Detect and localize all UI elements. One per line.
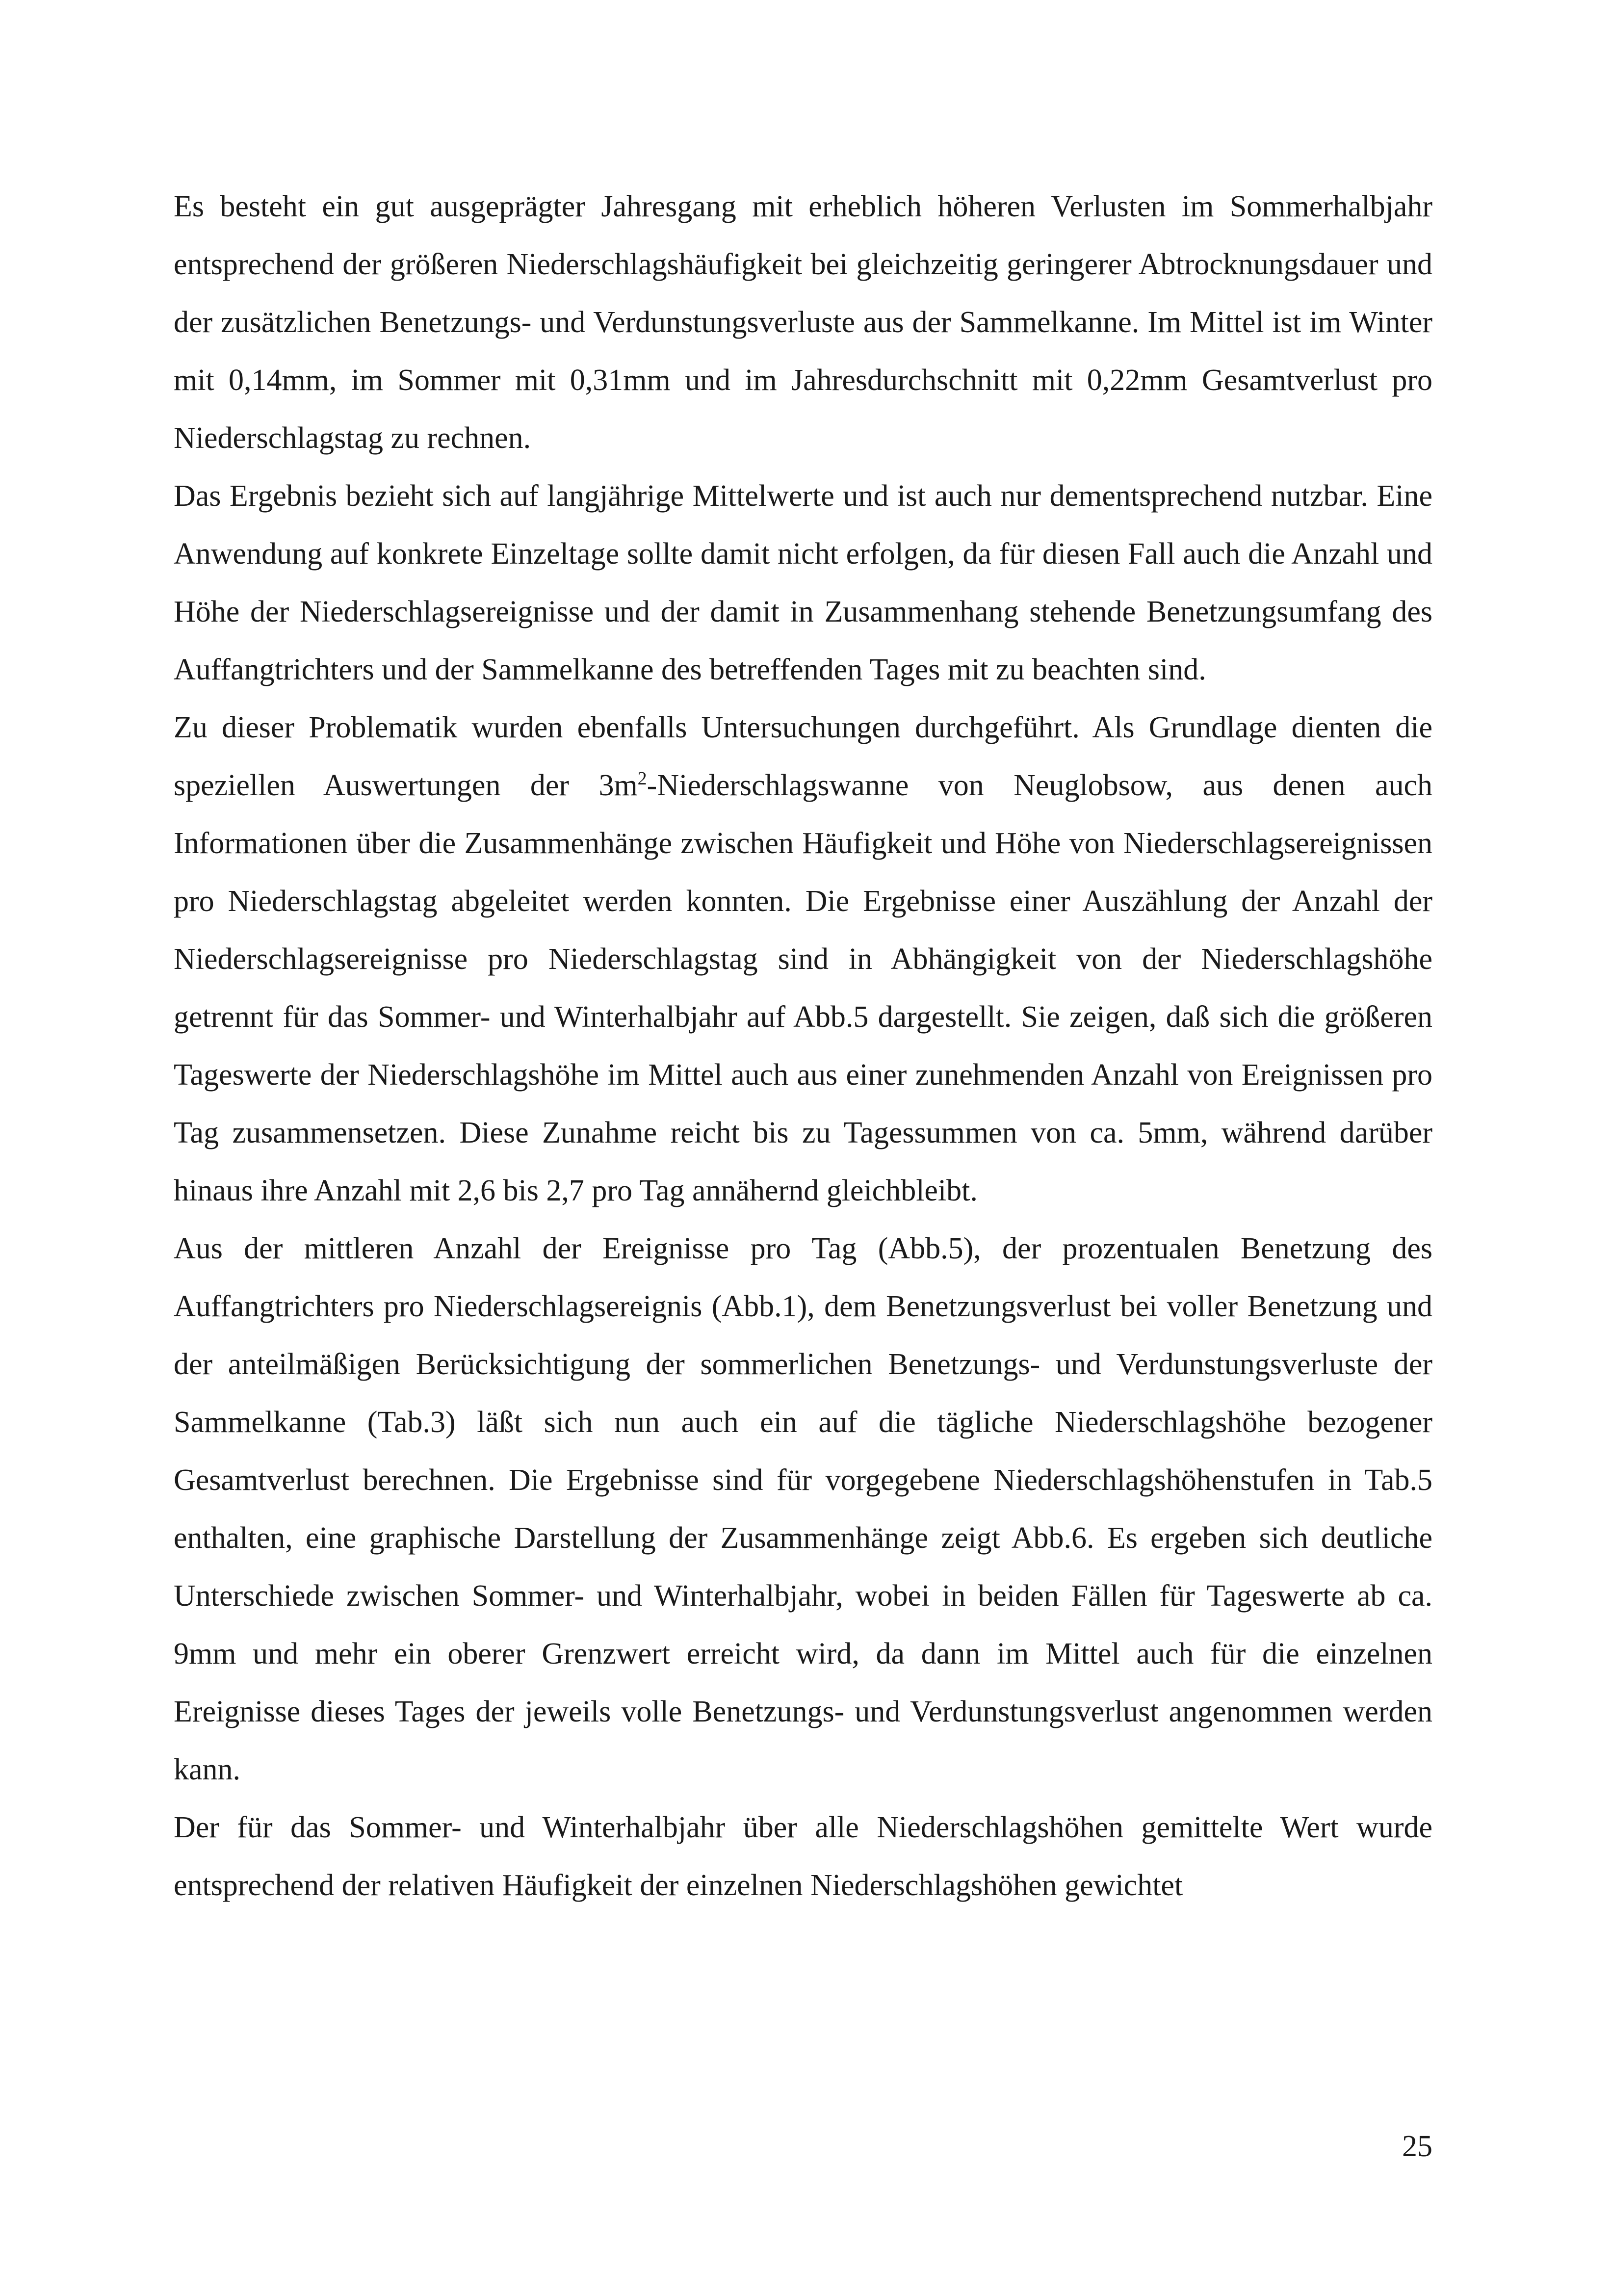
paragraph-3-part-1: Zu dieser Problematik wurden ebenfalls Untersuchungen durchgeführt. Als Grundlage dienten die speziellen Auswertungen der 3m [174,711,1432,802]
paragraph-3-part-2: -Niederschlagswanne von Neuglobsow, aus denen auch Informationen über die Zusammenhänge zwischen Häufigkeit und Höhe von Niederschlagsereignissen pro Niederschlagstag abgeleitet werden konnten. Die Ergebnisse einer Auszählung der Anzahl der Niederschlagsereignisse pro Niederschlagstag sind in Abhängigkeit von der Niederschlagshöhe getrennt für das Sommer- und Winterhalbjahr auf Abb.5 dargestellt. Sie zeigen, daß sich die größeren Tageswerte der Niederschlagshöhe im Mittel auch aus einer zunehmenden Anzahl von Ereignissen pro Tag zusammensetzen. Diese Zunahme reicht bis zu Tagessummen von ca. 5mm, während darüber hinaus ihre Anzahl mit 2,6 bis 2,7 pro Tag annähernd gleichbleibt. [174,769,1432,1207]
page-number: 25 [1402,2130,1432,2163]
paragraph-3 [174,699,1432,1220]
paragraph-2: Das Ergebnis bezieht sich auf langjährige Mittelwerte und ist auch nur dementsprechend nutzbar. Eine Anwendung auf konkrete Einzeltage sollte damit nicht erfolgen, da für diesen Fall auch die Anzahl und Höhe der Niederschlagsereignisse und der damit in Zusammenhang stehende Benetzungsumfang des Auffangtrichters und der Sammelkanne des betreffenden Tages mit zu beachten sind. [174,479,1432,686]
paragraph-4: Aus der mittleren Anzahl der Ereignisse pro Tag (Abb.5), der prozentualen Benetzung des Auffangtrichters pro Niederschlagsereignis (Abb.1), dem Benetzungsverlust bei voller Benetzung und der anteilmäßigen Berücksichtigung der sommerlichen Benetzungs- und Verdunstungsverluste der Sammelkanne (Tab.3) läßt sich nun auch ein auf die tägliche Niederschlagshöhe bezogener Gesamtverlust berechnen. Die Ergebnisse sind für vorgegebene Niederschlagshöhenstufen in Tab.5 enthalten, eine graphische Darstellung der Zusammenhänge zeigt Abb.6. Es ergeben sich deutliche Unterschiede zwischen Sommer- und Winterhalbjahr, wobei in beiden Fällen für Tageswerte ab ca. 9mm und mehr ein oberer Grenzwert erreicht wird, da dann im Mittel auch für die einzelnen Ereignisse dieses Tages der jeweils volle Benetzungs- und Verdunstungsverlust angenommen werden kann. [174,1232,1432,1786]
body-text [174,178,1432,1914]
superscript-squared: 2 [637,768,647,789]
paragraph-5: Der für das Sommer- und Winterhalbjahr über alle Niederschlagshöhen gemittelte Wert wurde entsprechend der relativen Häufigkeit der einzelnen Niederschlagshöhen gewichtet [174,1811,1432,1902]
paragraph-1: Es besteht ein gut ausgeprägter Jahresgang mit erheblich höheren Verlusten im Sommerhalbjahr entsprechend der größeren Niederschlagshäufigkeit bei gleichzeitig geringerer Abtrocknungsdauer und der zusätzlichen Benetzungs- und Verdunstungsverluste aus der Sammelkanne. Im Mittel ist im Winter mit 0,14mm, im Sommer mit 0,31mm und im Jahresdurchschnitt mit 0,22mm Gesamtverlust pro Niederschlagstag zu rechnen. [174,190,1432,455]
